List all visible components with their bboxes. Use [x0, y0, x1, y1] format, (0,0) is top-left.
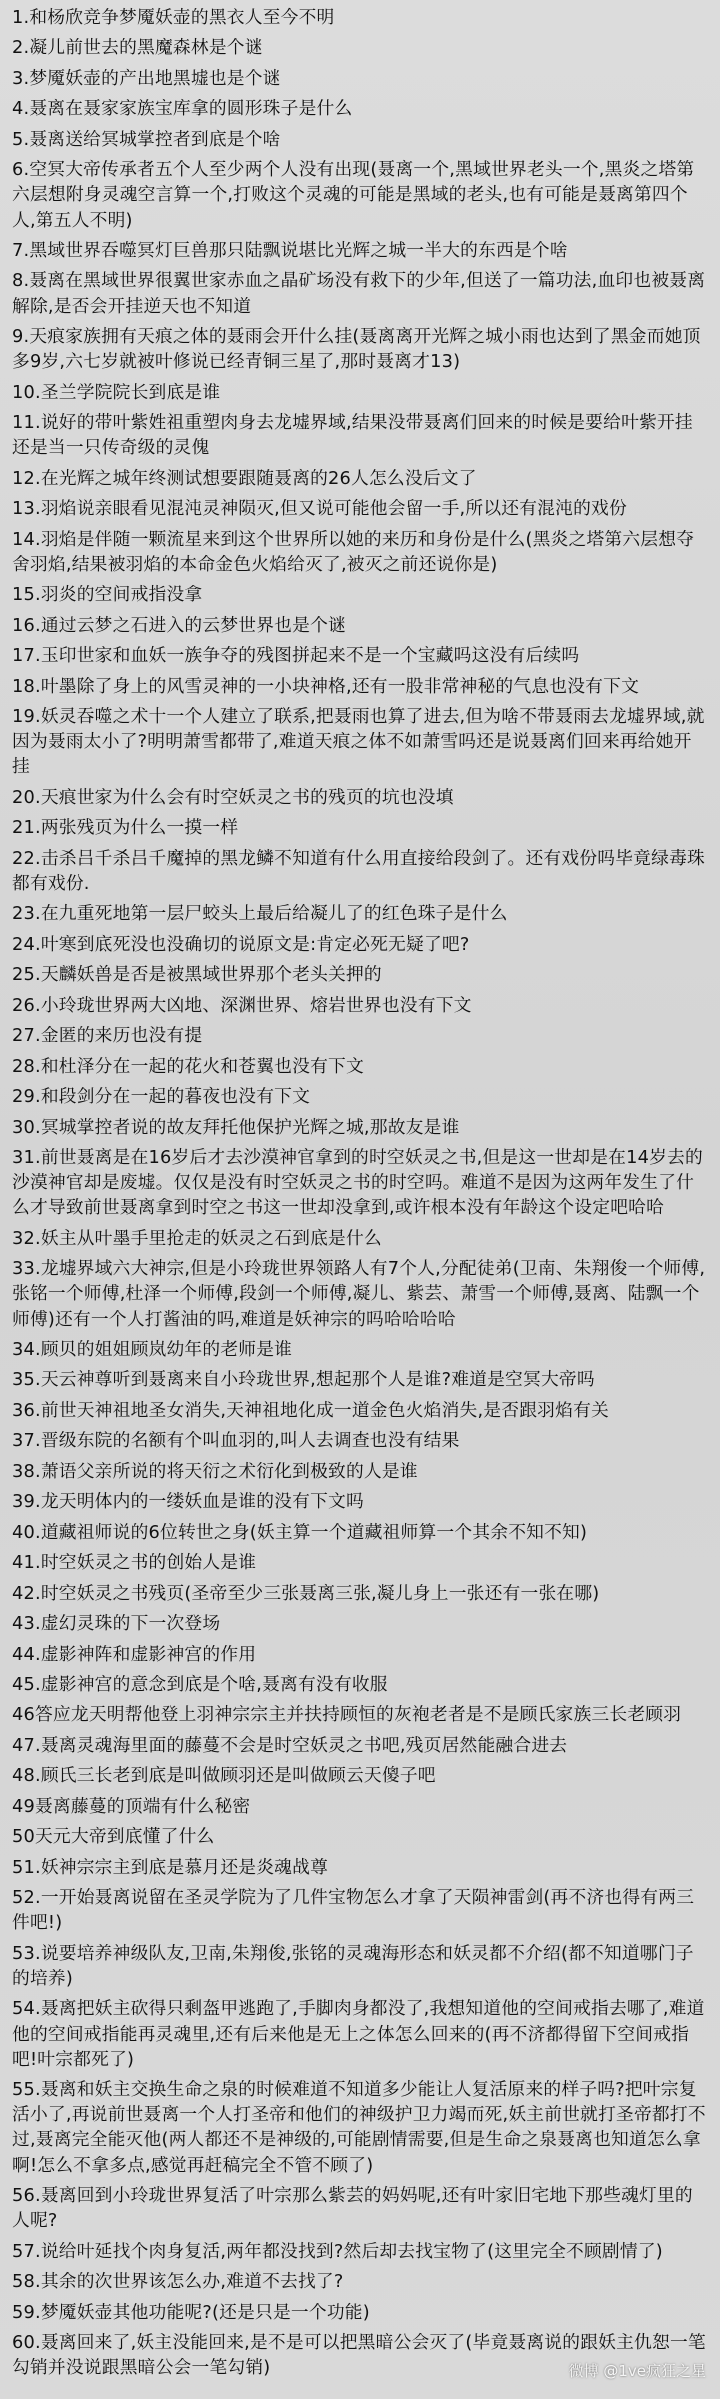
list-item: 23.在九重死地第一层尸蛟头上最后给凝儿了的红色珠子是什么: [12, 904, 508, 925]
list-item: 10.圣兰学院院长到底是谁: [12, 382, 221, 403]
list-item: 14.羽焰是伴随一颗流星来到这个世界所以她的来历和身份是什么(黑炎之塔第六层想夺舍羽焰,结果被羽焰的本命金色火焰给灭了,被灭之前还说你是): [12, 529, 695, 575]
list-item: 31.前世聂离是在16岁后才去沙漠神官拿到的时空妖灵之书,但是这一世却是在14岁去的沙漠神官却是废墟。仅仅是没有时空妖灵之书的时空吗。难道不是因为这两年发生了什么才导致前世聂离拿到时空之书这一世却没拿到,或许根本没有年龄这个设定吧哈哈: [12, 1148, 703, 1219]
list-item: 38.萧语父亲所说的将天衍之术衍化到极致的人是谁: [12, 1461, 418, 1482]
list-item: 50天元大帝到底懂了什么: [12, 1827, 215, 1848]
list-item: 44.虚影神阵和虚影神宫的作用: [12, 1644, 257, 1665]
list-item: 26.小玲珑世界两大凶地、深渊世界、熔岩世界也没有下文: [12, 995, 472, 1016]
list-item: 55.聂离和妖主交换生命之泉的时候难道不知道多少能让人复活原来的样子吗?把叶宗复活小了,再说前世聂离一个人打圣帝和他们的神级护卫力竭而死,妖主前世就打圣帝都打不过,聂离完全能灭他(两人都还不是神级的,可能剧情需要,但是生命之泉聂离也知道怎么拿啊!怎么不拿多点,感觉再赶稿完全不管不顾了): [12, 2080, 706, 2176]
question-list: [12, 6, 708, 2381]
list-item: 6.空冥大帝传承者五个人至少两个人没有出现(聂离一个,黑域世界老头一个,黑炎之塔第六层想附身灵魂空言算一个,打败这个灵魂的可能是黑域的老头,也有可能是聂离第四个人,第五人不明): [12, 160, 695, 231]
list-item: 1.和杨欣竞争梦魇妖壶的黑衣人至今不明: [12, 8, 335, 28]
weibo-watermark: 微博 @1ve疯狂之星: [568, 2362, 706, 2380]
list-item: 37.晋级东院的名额有个叫血羽的,叫人去调查也没有结果: [12, 1431, 460, 1452]
list-item: 42.时空妖灵之书残页(圣帝至少三张聂离三张,凝儿身上一张还有一张在哪): [12, 1583, 600, 1604]
list-item: 45.虚影神宫的意念到底是个啥,聂离有没有收服: [12, 1674, 388, 1695]
list-item: 58.其余的次世界该怎么办,难道不去找了?: [12, 2272, 344, 2293]
list-item: 34.顾贝的姐姐顾岚幼年的老师是谁: [12, 1339, 293, 1360]
list-item: 51.妖神宗宗主到底是慕月还是炎魂战尊: [12, 1857, 329, 1878]
list-item: 8.聂离在黑域世界很翼世家赤血之晶矿场没有救下的少年,但送了一篇功法,血印也被聂离解除,是否会开挂逆天也不知道: [12, 271, 706, 317]
list-item: 5.聂离送给冥城掌控者到底是个啥: [12, 129, 281, 150]
list-item: 4.聂离在聂家家族宝库拿的圆形珠子是什么: [12, 99, 353, 120]
list-item: 39.龙天明体内的一缕妖血是谁的没有下文吗: [12, 1492, 364, 1513]
list-item: 46答应龙天明帮他登上羽神宗宗主并扶持顾恒的灰袍老者是不是顾氏家族三长老顾羽: [12, 1705, 682, 1726]
list-item: 29.和段剑分在一起的暮夜也没有下文: [12, 1087, 311, 1108]
list-item: 12.在光辉之城年终测试想要跟随聂离的26人怎么没后文了: [12, 468, 477, 489]
list-item: 57.说给叶延找个肉身复活,两年都没找到?然后却去找宝物了(这里完全不顾剧情了): [12, 2241, 663, 2262]
list-item: 25.天麟妖兽是否是被黑域世界那个老头关押的: [12, 965, 382, 986]
list-item: 56.聂离回到小玲珑世界复活了叶宗那么紫芸的妈妈呢,还有叶家旧宅地下那些魂灯里的人呢?: [12, 2186, 693, 2232]
list-item: 17.玉印世家和血妖一族争夺的残图拼起来不是一个宝藏吗这没有后续吗: [12, 646, 580, 667]
list-item: 54.聂离把妖主砍得只剩盔甲逃跑了,手脚肉身都没了,我想知道他的空间戒指去哪了,难道他的空间戒指能再灵魂里,还有后来他是无上之体怎么回来的(再不济都得留下空间戒指吧!叶宗都死了): [12, 1999, 705, 2070]
list-item: 18.叶墨除了身上的风雪灵神的一小块神格,还有一股非常神秘的气息也没有下文: [12, 676, 640, 697]
list-item: 7.黑域世界吞噬冥灯巨兽那只陆飘说堪比光辉之城一半大的东西是个啥: [12, 241, 568, 262]
list-item: 43.虚幻灵珠的下一次登场: [12, 1614, 221, 1635]
list-item: 9.天痕家族拥有天痕之体的聂雨会开什么挂(聂离离开光辉之城小雨也达到了黑金而她顶多9岁,六七岁就被叶修说已经青铜三星了,那时聂离才13): [12, 327, 701, 373]
list-item: 40.道藏祖师说的6位转世之身(妖主算一个道藏祖师算一个其余不知不知): [12, 1522, 588, 1543]
list-item: 30.冥城掌控者说的故友拜托他保护光辉之城,那故友是谁: [12, 1117, 460, 1138]
list-item: 33.龙墟界域六大神宗,但是小玲珑世界领路人有7个人,分配徒弟(卫南、朱翔俊一个师傅,张铭一个师傅,杜泽一个师傅,段剑一个师傅,凝儿、紫芸、萧雪一个师傅,聂离、陆飘一个师傅)还有一个人打酱油的吗,难道是妖神宗的吗哈哈哈哈: [12, 1259, 706, 1330]
list-item: 19.妖灵吞噬之术十一个人建立了联系,把聂雨也算了进去,但为啥不带聂雨去龙墟界域,就因为聂雨太小了?明明萧雪都带了,难道天痕之体不如萧雪吗还是说聂离们回来再给她开挂: [12, 707, 705, 778]
list-item: 47.聂离灵魂海里面的藤蔓不会是时空妖灵之书吧,残页居然能融合进去: [12, 1735, 568, 1756]
list-item: 13.羽焰说亲眼看见混沌灵神陨灭,但又说可能他会留一手,所以还有混沌的戏份: [12, 499, 627, 520]
list-item: 36.前世天神祖地圣女消失,天神祖地化成一道金色火焰消失,是否跟羽焰有关: [12, 1400, 609, 1421]
list-item: 59.梦魇妖壶其他功能呢?(还是只是一个功能): [12, 2302, 370, 2323]
list-item: 16.通过云梦之石进入的云梦世界也是个谜: [12, 615, 346, 636]
list-item: 22.击杀吕千杀吕千魔掉的黑龙鳞不知道有什么用直接给段剑了。还有戏份吗毕竟绿毒珠都有戏份.: [12, 848, 705, 894]
list-item: 41.时空妖灵之书的创始人是谁: [12, 1553, 257, 1574]
list-item: 21.两张残页为什么一摸一样: [12, 818, 239, 839]
list-item: 15.羽炎的空间戒指没拿: [12, 585, 203, 606]
list-item: 27.金匿的来历也没有提: [12, 1026, 203, 1047]
list-item: 53.说要培养神级队友,卫南,朱翔俊,张铭的灵魂海形态和妖灵都不介绍(都不知道哪门子的培养): [12, 1943, 694, 1989]
list-item: 20.天痕世家为什么会有时空妖灵之书的残页的坑也没填: [12, 787, 454, 808]
list-item: 48.顾氏三长老到底是叫做顾羽还是叫做顾云天傻子吧: [12, 1766, 436, 1787]
list-item: 32.妖主从叶墨手里抢走的妖灵之石到底是什么: [12, 1228, 382, 1249]
list-item: 52.一开始聂离说留在圣灵学院为了几件宝物怎么才拿了天陨神雷剑(再不济也得有两三件吧!): [12, 1888, 695, 1934]
list-item: 11.说好的带叶紫姓祖重塑肉身去龙墟界域,结果没带聂离们回来的时候是要给叶紫开挂还是当一只传奇级的灵傀: [12, 413, 693, 459]
list-item: 35.天云神尊听到聂离来自小玲珑世界,想起那个人是谁?难道是空冥大帝吗: [12, 1370, 595, 1391]
list-item: 49聂离藤蔓的顶端有什么秘密: [12, 1796, 251, 1817]
list-item: 28.和杜泽分在一起的花火和苍翼也没有下文: [12, 1056, 364, 1077]
list-item: 3.梦魇妖壶的产出地黑墟也是个谜: [12, 68, 281, 89]
list-item: 24.叶寒到底死没也没确切的说原文是:肯定必死无疑了吧?: [12, 934, 470, 955]
list-item: 60.聂离回来了,妖主没能回来,是不是可以把黑暗公会灭了(毕竟聂离说的跟妖主仇恕一笔勾销并没说跟黑暗公会一笔勾销): [12, 2333, 706, 2379]
list-item: 2.凝儿前世去的黑魔森林是个谜: [12, 38, 263, 59]
